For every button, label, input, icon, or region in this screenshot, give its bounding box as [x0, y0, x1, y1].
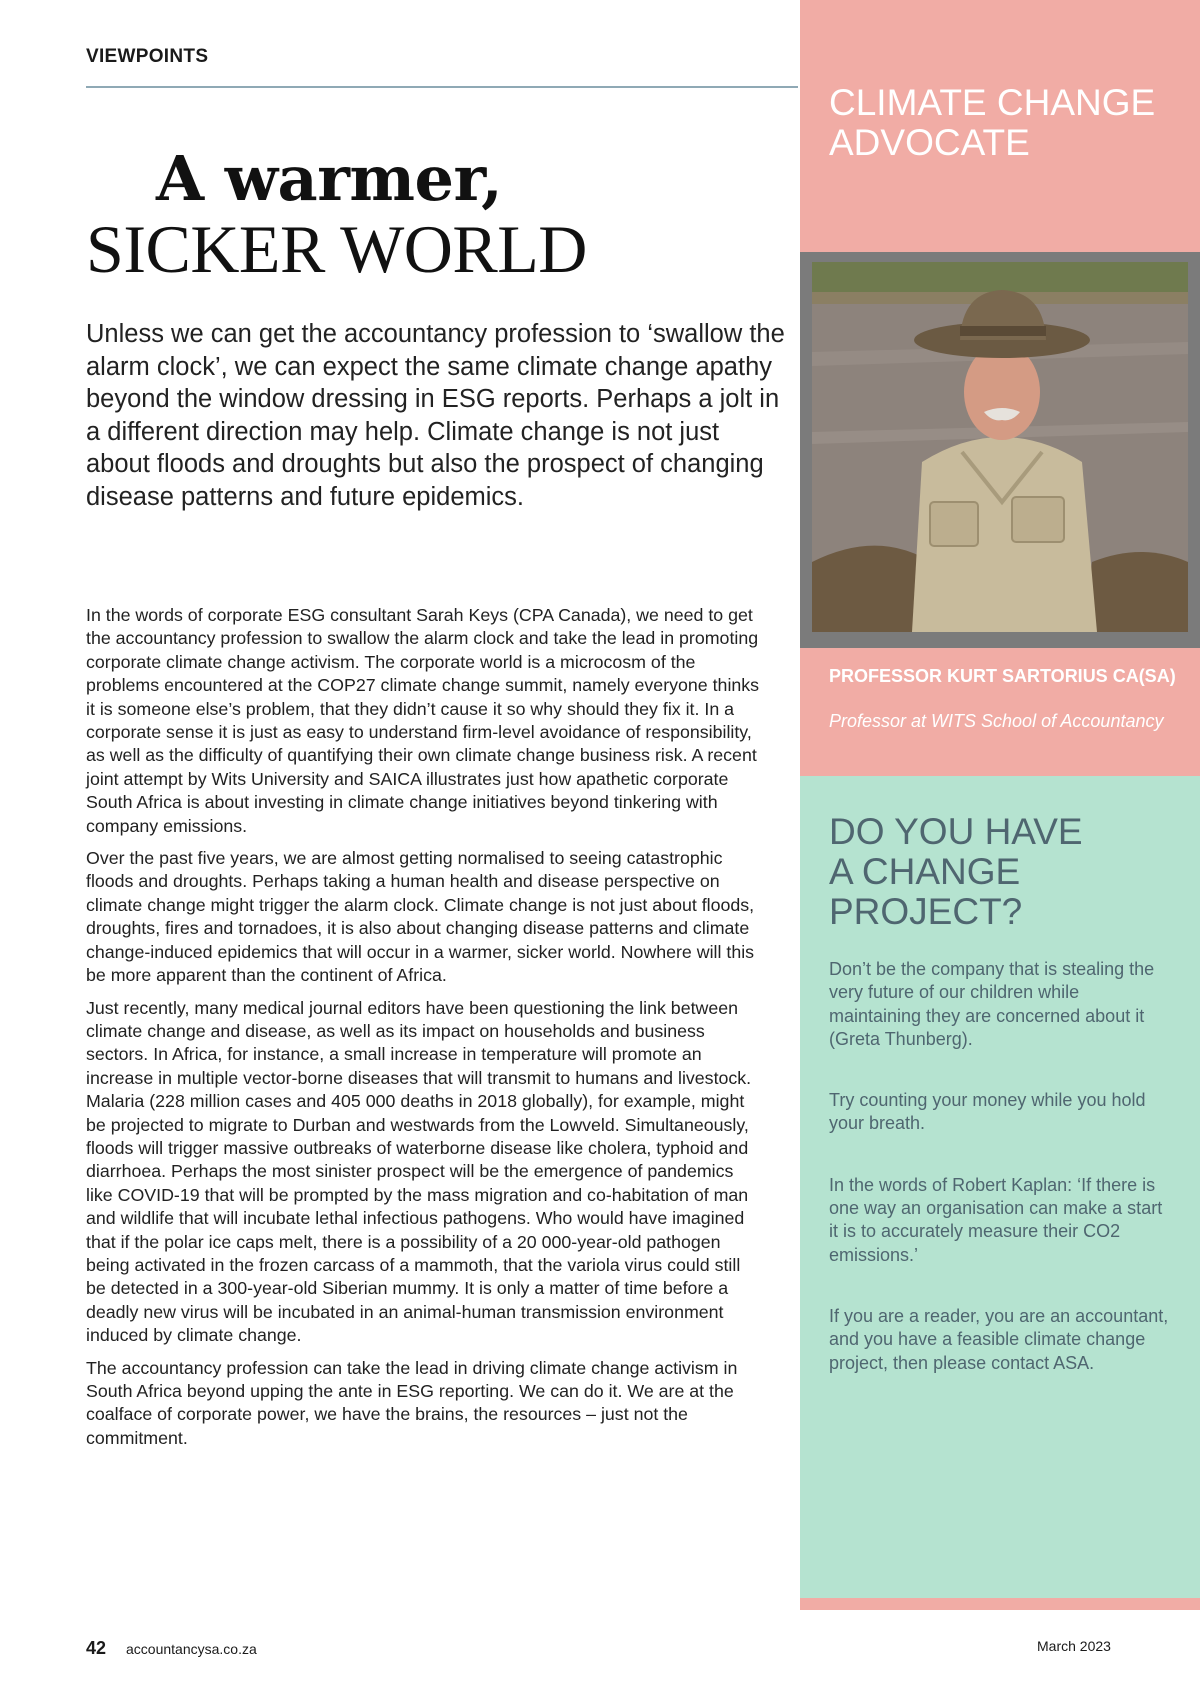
standfirst: Unless we can get the accountancy profession to ‘swallow the alarm clock’, we can expect the same climate change apathy beyond the window dressing in ESG reports. Perhaps a jolt in a different direction may help. Climate change is not just about floods and droughts but also the prospect of changing disease patterns and future epidemics.	[86, 320, 785, 511]
portrait-photo	[812, 262, 1188, 632]
cta-items	[829, 958, 1169, 1375]
page-number: 42	[86, 1638, 107, 1658]
cta-item: Try counting your money while you hold your breath.	[829, 1090, 1146, 1134]
cta-item: If you are a reader, you are an accountant, and you have a feasible climate change project, then please contact ASA.	[829, 1305, 1169, 1373]
sidebar-bottom-bar	[800, 1598, 1200, 1610]
headline-line-1: A warmer,	[156, 142, 503, 215]
body-paragraph: Over the past five years, we are almost getting normalised to seeing catastrophic floods and droughts. Perhaps taking a human health and disease perspective on climate change might trigger the alarm clock. Climate change is not just about floods, droughts, fires and tornadoes, it is also about changing disease patterns and climate change-induced epidemics that will occur in a warmer, sicker world. Nowhere will this be more apparent than the continent of Africa.	[86, 848, 755, 986]
cta-title	[829, 812, 1179, 932]
headline-line-2: SICKER WORLD	[86, 211, 587, 287]
issue-date: March 2023	[1037, 1638, 1111, 1654]
sidebar-title-line-1: CLIMATE CHANGE	[829, 82, 1156, 123]
author-role: Professor at WITS School of Accountancy	[829, 711, 1164, 731]
body-paragraph: In the words of corporate ESG consultant Sarah Keys (CPA Canada), we need to get the accountancy profession to swallow the alarm clock and take the lead in promoting corporate climate change activism. The corporate world is a microcosm of the problems encountered at the COP27 climate change summit, namely everyone thinks it is someone else’s problem, that they didn’t cause it so why should they fix it. In a corporate sense it is just as easy to understand firm-level avoidance of responsibility, as well as the difficulty of quantifying their own climate change business risk. A recent joint attempt by Wits University and SAICA illustrates just how apathetic corporate South Africa is about investing in climate change initiatives beyond tinkering with company emissions.	[86, 605, 760, 836]
body-paragraph: Just recently, many medical journal editors have been questioning the link between climate change and disease, as well as its impact on households and business sectors. In Africa, for instance, a small increase in temperature will promote an increase in multiple vector-borne diseases that will transmit to humans and livestock. Malaria (228 million cases and 405 000 deaths in 2018 globally), for example, might be projected to migrate to Durban and westwards from the Lowveld. Simultaneously, floods will trigger massive outbreaks of waterborne disease like cholera, typhoid and diarrhoea. Perhaps the most sinister prospect will be the emergence of pandemics like COVID-19 that will be prompted by the mass migration and co-habitation of man and wildlife that will incubate lethal infectious pathogens. Who would have imagined that if the polar ice caps melt, there is a possibility of a 20 000-year-old pathogen being activated in the frozen carcass of a mammoth, that the variola virus could still be detected in a 300-year-old Siberian mummy. It is only a matter of time before a deadly new virus will be incubated in an animal-human transmission environment induced by climate change.	[86, 997, 752, 1346]
section-label: VIEWPOINTS	[86, 46, 209, 67]
website-link[interactable]: accountancysa.co.za	[126, 1641, 257, 1657]
sidebar-title-line-2: ADVOCATE	[829, 122, 1030, 163]
cta-item: In the words of Robert Kaplan: ‘If there is one way an organisation can make a start it is to accurately measure their CO2 emissions.’	[829, 1174, 1163, 1265]
portrait-illustration	[812, 262, 1188, 632]
article-body	[86, 604, 761, 1459]
author-name: PROFESSOR KURT SARTORIUS CA(SA)	[829, 666, 1176, 686]
sidebar-title	[829, 83, 1179, 163]
cta-title-line-1: DO YOU HAVE	[829, 811, 1083, 852]
cta-title-line-3: PROJECT?	[829, 891, 1023, 932]
body-paragraph: The accountancy profession can take the lead in driving climate change activism in South Africa beyond upping the ante in ESG reporting. We can do it. We are at the coalface of corporate power, we have the brains, the resources – just not the commitment.	[86, 1357, 738, 1448]
cta-item: Don’t be the company that is stealing the very future of our children while maintaining they are concerned about it (Greta Thunberg).	[829, 959, 1155, 1049]
header-rule	[86, 86, 798, 88]
cta-title-line-2: A CHANGE	[829, 851, 1021, 892]
